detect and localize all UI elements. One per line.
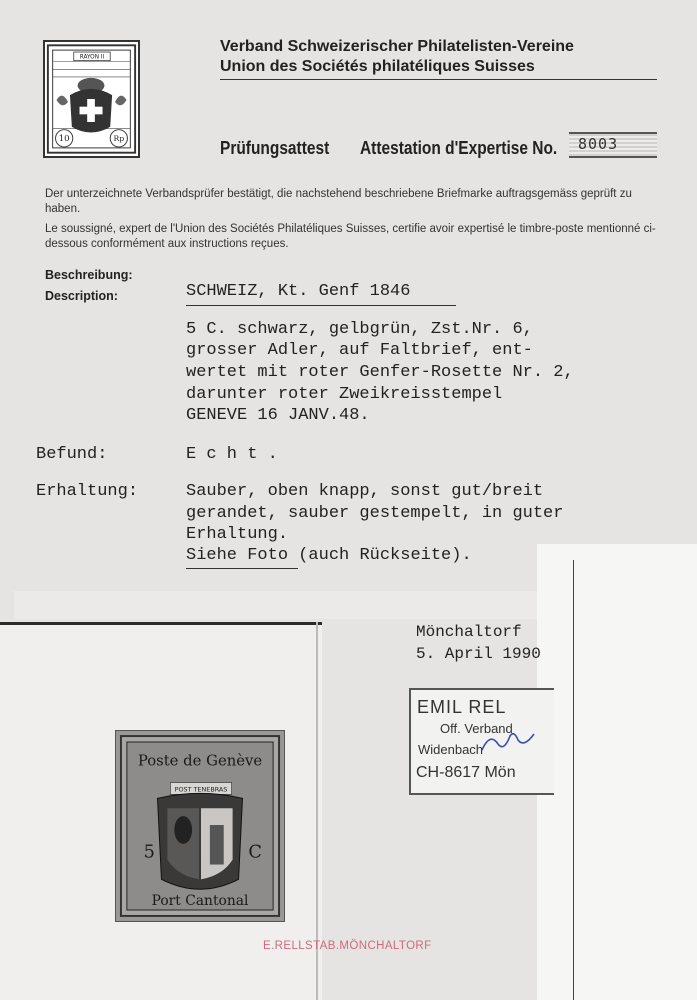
expert-stamp-name: EMIL REL <box>417 697 507 717</box>
stamp-value-left: 5 <box>143 841 155 863</box>
erhaltung-line: gerandet, sauber gestempelt, in guter <box>186 504 564 523</box>
expert-stamp-city: CH-8617 Mön <box>416 764 516 781</box>
stamp-motto: POST TENEBRAS <box>174 785 228 794</box>
intro-text-de: Der unterzeichnete Verbandsprüfer bestätigt, die nachstehend beschriebene Briefmarke auftragsgemäss geprüft zu haben. <box>45 188 632 215</box>
expert-stamp-role: Off. Verband <box>440 721 513 736</box>
description-title-underline <box>186 305 456 306</box>
expert-stamp-street: Widenbach <box>418 742 484 757</box>
description-line: grosser Adler, auf Faltbrief, ent- <box>186 341 533 360</box>
logo-value-left: 10 <box>58 134 70 145</box>
geneva-eagle-stamp-icon <box>116 731 284 921</box>
photo-back-sheet <box>537 544 697 1000</box>
foto-rest-text: (auch Rückseite). <box>288 546 472 565</box>
org-name-de: Verband Schweizerischer Philatelisten-Vereine <box>220 38 574 55</box>
intro-text-fr: Le soussigné, expert de l'Union des Sociétés Philatéliques Suisses, certifie avoir expertisé le timbre-poste mentionné ci-dessous conformément aux instructions reçues. <box>45 223 656 250</box>
logo-value-right: Rp <box>113 134 125 144</box>
description-line: wertet mit roter Genfer-Rosette Nr. 2, <box>186 363 574 382</box>
erhaltung-line: Erhaltung. <box>186 525 289 544</box>
signature-date: 5. April 1990 <box>416 645 541 663</box>
certificate-title-fr: Attestation d'Expertise No. <box>360 138 558 158</box>
certificate-title-de: Prüfungsattest <box>220 138 330 158</box>
rayon-stamp-logo <box>43 40 140 158</box>
befund-value: E c h t . <box>186 445 278 464</box>
foto-underline <box>186 568 298 569</box>
photo-back-fold <box>573 560 574 1000</box>
label-beschreibung: Beschreibung: <box>45 268 133 282</box>
description-line: GENEVE 16 JANV.48. <box>186 406 370 425</box>
header-divider <box>220 79 657 80</box>
label-befund: Befund: <box>36 445 108 464</box>
certificate-number: 8003 <box>578 135 619 153</box>
signature-place: Mönchaltorf <box>416 623 522 641</box>
label-description: Description: <box>45 289 118 303</box>
handwritten-signature-icon <box>478 726 538 756</box>
stamp-top-text: Poste de Genève <box>137 752 263 770</box>
org-name-fr: Union des Sociétés philatéliques Suisses <box>220 58 535 75</box>
stamp-value-right: C <box>248 841 263 863</box>
description-line: 5 C. schwarz, gelbgrün, Zst.Nr. 6, <box>186 320 533 339</box>
logo-top-text: RAYON II <box>79 54 105 61</box>
stamp-bottom-text: Port Cantonal <box>151 893 249 910</box>
description-title: SCHWEIZ, Kt. Genf 1846 <box>186 282 411 301</box>
description-line: darunter roter Zweikreisstempel <box>186 385 503 404</box>
label-erhaltung: Erhaltung: <box>36 482 139 501</box>
erhaltung-foto-line <box>186 546 472 565</box>
red-back-stamp: E.RELLSTAB.MÖNCHALTORF <box>263 940 432 952</box>
foto-link-text: Siehe Foto <box>186 546 289 565</box>
stamp-photo <box>115 730 285 922</box>
swiss-shield-icon <box>45 42 138 156</box>
erhaltung-line: Sauber, oben knapp, sonst gut/breit <box>186 482 544 501</box>
